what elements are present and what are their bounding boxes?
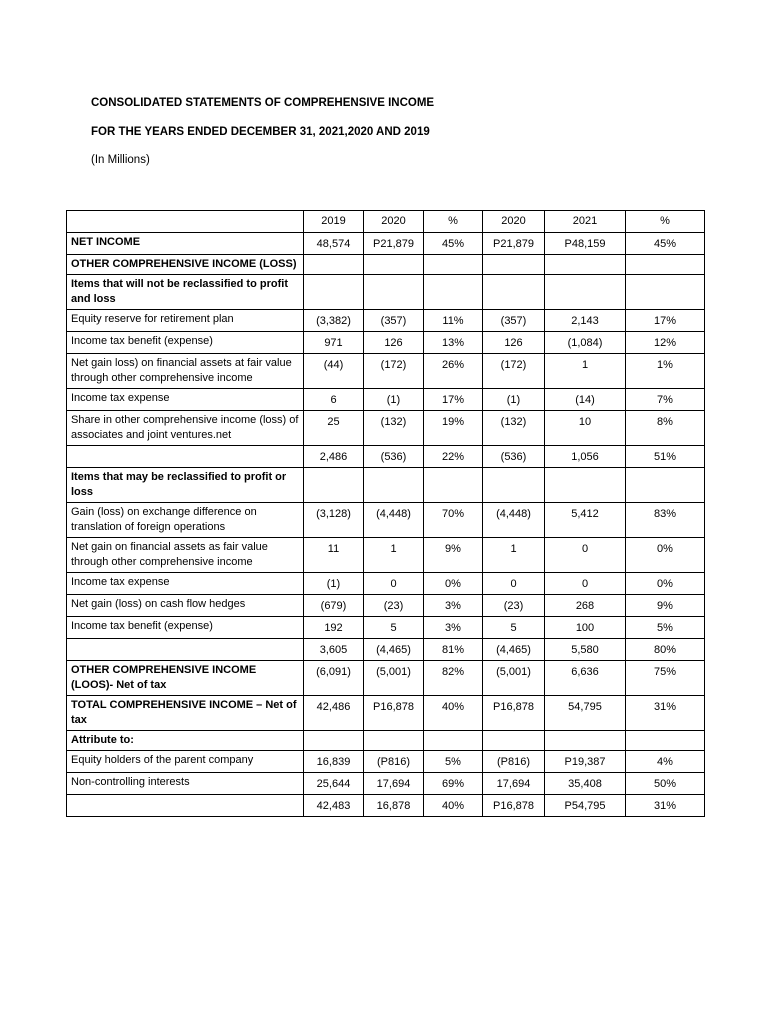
row-value: 1 [483,538,545,573]
row-value: 22% [424,446,483,468]
row-value [626,731,705,751]
row-value: (3,128) [304,503,364,538]
row-value: 31% [626,795,705,817]
row-value: 17% [424,389,483,411]
row-label: Items that will not be reclassified to profit and loss [67,275,304,310]
row-value [364,275,424,310]
row-value [364,468,424,503]
row-label: Net gain (loss) on cash flow hedges [67,595,304,617]
row-value: 10 [545,411,626,446]
row-value: (4,448) [364,503,424,538]
table-row [67,389,705,411]
column-header: % [626,211,705,233]
column-header: 2021 [545,211,626,233]
row-value: 42,486 [304,696,364,731]
row-value [545,731,626,751]
table-row [67,233,705,255]
row-value: 3,605 [304,639,364,661]
row-value: (5,001) [483,661,545,696]
row-value: 51% [626,446,705,468]
row-value: 1 [364,538,424,573]
row-value: 192 [304,617,364,639]
row-value: 12% [626,332,705,354]
row-value: 80% [626,639,705,661]
statement-units: (In Millions) [91,154,150,166]
row-value: 2,143 [545,310,626,332]
row-value: 126 [364,332,424,354]
row-value: 0% [626,538,705,573]
row-label [67,795,304,817]
row-label: Items that may be reclassified to profit or loss [67,468,304,503]
row-label: Equity reserve for retirement plan [67,310,304,332]
row-value: (357) [483,310,545,332]
row-label: Non-controlling interests [67,773,304,795]
row-value: 1 [545,354,626,389]
row-value: 17,694 [364,773,424,795]
row-value: (3,382) [304,310,364,332]
row-value: 13% [424,332,483,354]
row-value [364,731,424,751]
row-value: 0 [364,573,424,595]
row-value [424,275,483,310]
table-row [67,795,705,817]
row-label: Net gain loss) on financial assets at fair value through other comprehensive income [67,354,304,389]
row-value [626,275,705,310]
row-value: (23) [364,595,424,617]
row-value [424,468,483,503]
row-value: 45% [626,233,705,255]
row-label: Share in other comprehensive income (loss) of associates and joint ventures.net [67,411,304,446]
row-value: 11 [304,538,364,573]
table-row [67,773,705,795]
row-label: OTHER COMPREHENSIVE INCOME (LOOS)- Net of tax [67,661,304,696]
row-value: (1,084) [545,332,626,354]
row-value: P16,878 [483,696,545,731]
row-label: OTHER COMPREHENSIVE INCOME (LOSS) [67,255,304,275]
row-value: (14) [545,389,626,411]
row-value: 48,574 [304,233,364,255]
row-value: 5,580 [545,639,626,661]
row-label [67,639,304,661]
row-value: 0 [545,573,626,595]
row-value: (5,001) [364,661,424,696]
row-value [483,255,545,275]
row-value: 126 [483,332,545,354]
row-value: (1) [304,573,364,595]
row-label: Income tax benefit (expense) [67,332,304,354]
table-row [67,354,705,389]
table-header-row [67,211,705,233]
row-value: 971 [304,332,364,354]
row-value: P21,879 [483,233,545,255]
table-row [67,731,705,751]
row-value: (1) [364,389,424,411]
row-value [364,255,424,275]
row-value: 6,636 [545,661,626,696]
row-value: P21,879 [364,233,424,255]
row-label: Attribute to: [67,731,304,751]
row-value: 5,412 [545,503,626,538]
row-value: 3% [424,617,483,639]
row-value: 5% [626,617,705,639]
table-row [67,446,705,468]
row-value: 70% [424,503,483,538]
table-row [67,639,705,661]
table-row [67,332,705,354]
table-row [67,255,705,275]
column-header: 2019 [304,211,364,233]
row-value: 0 [545,538,626,573]
row-value: 11% [424,310,483,332]
row-value: 2,486 [304,446,364,468]
table-row [67,751,705,773]
row-value: P16,878 [483,795,545,817]
row-value: 0% [424,573,483,595]
column-header-label [67,211,304,233]
statement-title: CONSOLIDATED STATEMENTS OF COMPREHENSIVE INCOME [91,97,435,109]
row-value: (P816) [483,751,545,773]
row-value: 9% [626,595,705,617]
row-value [424,255,483,275]
row-value [483,731,545,751]
row-value: 82% [424,661,483,696]
table-row [67,661,705,696]
row-value: 81% [424,639,483,661]
row-value: 8% [626,411,705,446]
row-label: Income tax expense [67,389,304,411]
row-value [626,255,705,275]
row-value: 35,408 [545,773,626,795]
row-value: (132) [364,411,424,446]
table-row [67,411,705,446]
row-value: 16,878 [364,795,424,817]
table-row [67,617,705,639]
column-header: 2020 [483,211,545,233]
row-label: Equity holders of the parent company [67,751,304,773]
table-row [67,503,705,538]
row-value: 0 [483,573,545,595]
row-value: 9% [424,538,483,573]
row-value: 5 [364,617,424,639]
row-value: (536) [364,446,424,468]
row-value [545,275,626,310]
row-label: Income tax benefit (expense) [67,617,304,639]
row-value [483,468,545,503]
row-value: 7% [626,389,705,411]
row-value: P48,159 [545,233,626,255]
row-label: Gain (loss) on exchange difference on translation of foreign operations [67,503,304,538]
row-value [626,468,705,503]
column-header: % [424,211,483,233]
row-value: 0% [626,573,705,595]
row-value: 25,644 [304,773,364,795]
row-value: 5% [424,751,483,773]
row-label: Income tax expense [67,573,304,595]
row-value: 100 [545,617,626,639]
row-value: 40% [424,795,483,817]
comprehensive-income-table [66,210,705,817]
table-row [67,573,705,595]
row-value: (4,448) [483,503,545,538]
row-label: TOTAL COMPREHENSIVE INCOME – Net of tax [67,696,304,731]
statement-period: FOR THE YEARS ENDED DECEMBER 31, 2021,2020 AND 2019 [91,126,430,138]
row-value [304,468,364,503]
row-value: 17,694 [483,773,545,795]
row-value: 1,056 [545,446,626,468]
row-value: P54,795 [545,795,626,817]
row-value: (172) [364,354,424,389]
table-row [67,468,705,503]
row-value [304,731,364,751]
row-value: 45% [424,233,483,255]
row-value: (P816) [364,751,424,773]
row-value: 26% [424,354,483,389]
row-value: (679) [304,595,364,617]
row-label [67,446,304,468]
row-value: (172) [483,354,545,389]
row-value [304,275,364,310]
row-value: 31% [626,696,705,731]
row-value: 5 [483,617,545,639]
table-row [67,696,705,731]
row-value: 40% [424,696,483,731]
table-row [67,275,705,310]
row-value: (1) [483,389,545,411]
row-value: P19,387 [545,751,626,773]
row-label: Net gain on financial assets as fair value through other comprehensive income [67,538,304,573]
row-value: (4,465) [483,639,545,661]
row-value: 19% [424,411,483,446]
row-value: P16,878 [364,696,424,731]
table-row [67,310,705,332]
table-row [67,538,705,573]
row-value: (536) [483,446,545,468]
column-header: 2020 [364,211,424,233]
row-value [483,275,545,310]
row-value: 54,795 [545,696,626,731]
row-value: 3% [424,595,483,617]
row-value: 25 [304,411,364,446]
row-value: 268 [545,595,626,617]
row-value: (23) [483,595,545,617]
row-value [304,255,364,275]
row-label: NET INCOME [67,233,304,255]
row-value: (44) [304,354,364,389]
row-value: 4% [626,751,705,773]
row-value: 6 [304,389,364,411]
row-value: (132) [483,411,545,446]
row-value: 50% [626,773,705,795]
row-value: 69% [424,773,483,795]
row-value [545,468,626,503]
row-value: 83% [626,503,705,538]
row-value: 75% [626,661,705,696]
table-row [67,595,705,617]
row-value: 17% [626,310,705,332]
row-value [545,255,626,275]
row-value: (6,091) [304,661,364,696]
row-value: 16,839 [304,751,364,773]
row-value [424,731,483,751]
row-value: 42,483 [304,795,364,817]
row-value: (357) [364,310,424,332]
row-value: 1% [626,354,705,389]
row-value: (4,465) [364,639,424,661]
